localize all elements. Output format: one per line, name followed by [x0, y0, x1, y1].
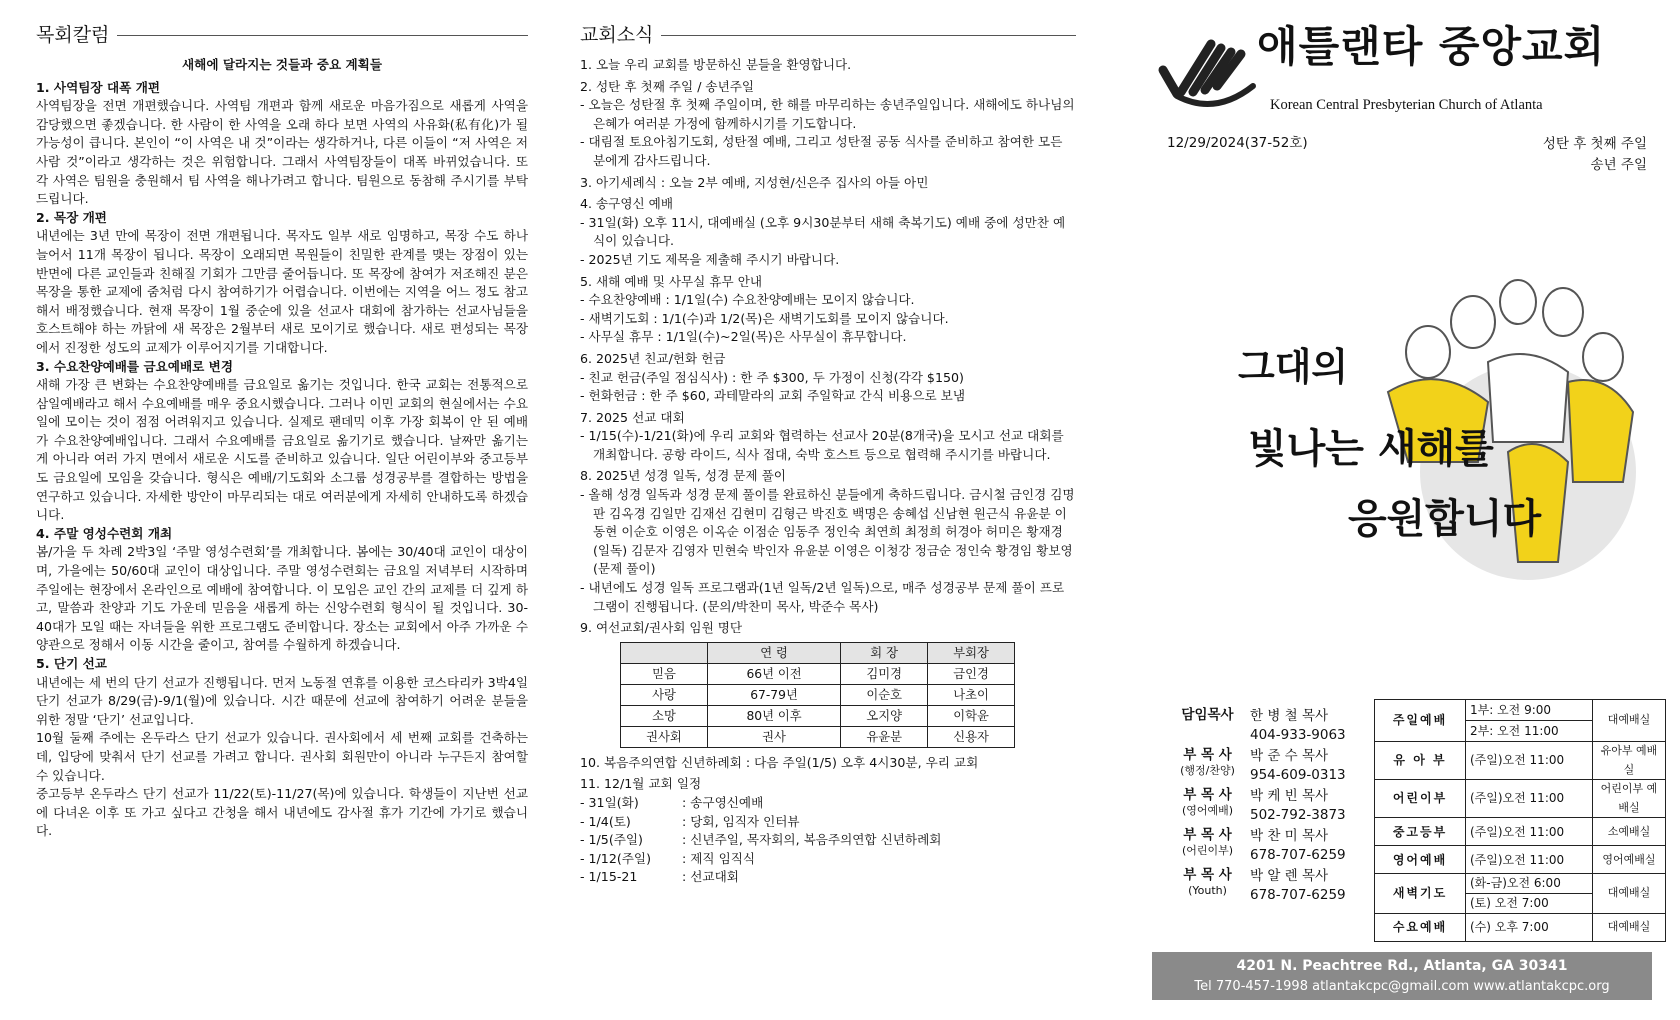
section-heading: 4. 주말 영성수련회 개최 — [36, 525, 173, 541]
service-time: 1부: 오전 9:00 — [1466, 700, 1593, 721]
officers-cell: 권사 — [707, 726, 840, 747]
church-english-name: Korean Central Presbyterian Church of Atlanta — [1270, 97, 1543, 113]
service-row — [1375, 874, 1666, 894]
staff-phone: 678-707-6259 — [1250, 847, 1346, 863]
church-name: 애틀랜타 중앙교회 — [1257, 22, 1606, 71]
officers-cell: 80년 이후 — [707, 705, 840, 726]
staff-contact — [1250, 827, 1346, 865]
service-row — [1375, 742, 1666, 780]
church-address: 4201 N. Peachtree Rd., Atlanta, GA 30341 — [1236, 958, 1568, 974]
service-time: (주일)오전 11:00 — [1466, 846, 1593, 874]
staff-role-sub: (행정/찬양) — [1180, 764, 1235, 777]
service-row — [1375, 780, 1666, 818]
officers-row — [621, 726, 1015, 747]
staff-role-label: 부 목 사 — [1183, 747, 1232, 763]
staff-phone: 404-933-9063 — [1250, 727, 1346, 743]
staff-row — [1165, 707, 1370, 745]
column-section — [36, 209, 528, 358]
service-time: (화-금)오전 6:00 — [1466, 874, 1593, 894]
officers-row — [621, 663, 1015, 684]
schedule-event: : 신년주일, 목자회의, 복음주의연합 신년하례회 — [682, 832, 942, 848]
notice-line: - 헌화헌금 : 한 주 $60, 과테말라의 교회 주일학교 간식 비용으로 보냄 — [580, 388, 966, 404]
officers-cell: 사랑 — [621, 684, 708, 705]
service-times-table — [1374, 699, 1666, 942]
service-row — [1375, 818, 1666, 846]
art-text-line: 응원합니다 — [1348, 495, 1542, 542]
officers-cell: 권사회 — [621, 726, 708, 747]
service-name: 새벽기도 — [1375, 874, 1466, 913]
service-room: 대예배실 — [1593, 874, 1666, 913]
notice-item — [580, 174, 1076, 193]
staff-role-sub: (영어예배) — [1181, 804, 1234, 817]
officers-cell: 오지양 — [841, 705, 928, 726]
officers-cell: 유윤분 — [841, 726, 928, 747]
staff-role — [1165, 787, 1250, 825]
officers-cell: 김미경 — [841, 663, 928, 684]
officers-cell: 이학윤 — [928, 705, 1015, 726]
staff-role-sub: (어린이부) — [1181, 844, 1234, 857]
notice-line: - 사무실 휴무 : 1/1일(수)~2일(목)은 사무실이 휴무합니다. — [580, 329, 907, 345]
schedule-row — [580, 813, 1076, 832]
officers-header-cell: 부회장 — [928, 642, 1015, 663]
officers-cell: 신용자 — [928, 726, 1015, 747]
notice-heading: 5. 새해 예배 및 사무실 휴무 안내 — [580, 273, 763, 289]
staff-list — [1165, 707, 1370, 907]
pastor-column-title: 목회칼럼 — [36, 23, 110, 46]
officers-cell: 나초이 — [928, 684, 1015, 705]
section-heading: 1. 사역팀장 대폭 개편 — [36, 79, 161, 95]
service-time: (주일)오전 11:00 — [1466, 818, 1593, 846]
staff-contact — [1250, 707, 1346, 745]
news-list — [580, 56, 1076, 638]
section-heading: 5. 단기 선교 — [36, 656, 107, 671]
service-room: 대예배실 — [1593, 700, 1666, 742]
schedule-section — [580, 775, 1076, 887]
service-time: (수) 오후 7:00 — [1466, 913, 1593, 941]
art-text-line: 빛나는 새해를 — [1248, 425, 1494, 472]
staff-name: 박 케 빈 목사 — [1250, 788, 1329, 804]
service-name: 영어예배 — [1375, 846, 1466, 874]
service-time: (주일)오전 11:00 — [1466, 780, 1593, 818]
notice-line: - 새벽기도회 : 1/1(수)과 1/2(목)은 새벽기도회를 모이지 않습니다. — [580, 310, 949, 326]
notice-line: - 친교 헌금(주일 점심식사) : 한 주 $300, 두 가정이 신청(각각 $150) — [580, 369, 964, 385]
officers-header-row — [621, 642, 1015, 663]
notice-item — [580, 56, 1076, 75]
staff-role — [1165, 867, 1250, 905]
section-heading: 3. 수요찬양예배를 금요예배로 변경 — [36, 358, 234, 374]
notice-heading: 4. 송구영신 예배 — [580, 196, 674, 212]
person-body — [1488, 354, 1568, 442]
notice-line: - 내년에도 성경 일독 프로그램과(1년 일독/2년 일독)으로, 매주 성경공부 문제 풀이 프로그램이 진행됩니다. (문의/박찬미 목사, 박준수 목사) — [580, 580, 1065, 614]
service-name: 주일예배 — [1375, 700, 1466, 742]
notice-heading: 2. 성탄 후 첫째 주일 / 송년주일 — [580, 78, 755, 94]
column-article-title: 새해에 달라지는 것들과 중요 계획들 — [181, 57, 383, 72]
staff-name: 박 찬 미 목사 — [1250, 828, 1329, 844]
staff-row — [1165, 747, 1370, 785]
staff-role-label: 부 목 사 — [1183, 787, 1232, 803]
notice-item — [580, 78, 1076, 171]
schedule-date: - 1/5(주일) — [580, 832, 643, 848]
service-room: 어린이부 예배실 — [1593, 780, 1666, 818]
staff-role-label: 담임목사 — [1181, 707, 1234, 723]
notice-item — [580, 350, 1076, 406]
staff-row — [1165, 827, 1370, 865]
column-section — [36, 358, 528, 525]
person-head — [1500, 280, 1536, 324]
schedule-date: - 1/4(토) — [580, 813, 631, 829]
officers-header-cell: 회 장 — [841, 642, 928, 663]
notice-heading: 9. 여선교회/권사회 임원 명단 — [580, 620, 743, 636]
staff-role — [1165, 827, 1250, 865]
schedule-row — [580, 794, 1076, 813]
pastor-column — [36, 0, 528, 841]
bulletin-date: 12/29/2024(37-52호) — [1167, 135, 1308, 151]
person-head — [1406, 326, 1450, 378]
header-rule — [117, 35, 528, 36]
notice-item — [580, 195, 1076, 269]
schedule-row — [580, 850, 1076, 869]
section-body: 내년에는 세 번의 단기 선교가 진행됩니다. 먼저 노동절 연휴를 이용한 코스타리카 3박4일 단기 선교가 8/29(금)-9/1(월)에 있습니다. 시간 때문에 선교에 참여하기 어려운 분들을 위한 정말 ‘단기’ 선교입니다. — [36, 674, 528, 727]
service-time: (주일)오전 11:00 — [1466, 742, 1593, 780]
staff-name: 박 알 렌 목사 — [1250, 868, 1329, 884]
officers-cell: 이순호 — [841, 684, 928, 705]
section-body: 사역팀장을 전면 개편했습니다. 사역팀 개편과 함께 새로운 마음가짐으로 새롭게 사역을 감당했으면 좋겠습니다. 한 사람이 한 사역을 오래 하다 보면 사역의 사유화(私有化)가 될 가능성이 큽니다. 본인이 “이 사역은 내 것”이라는 생각하거나, 다른 이들이 “저 사역은 저 사람 것”이라고 생각하는 것은 위험합니다. 그래서 사역팀장들이 대폭 바뀌었습니다. 또 각 사역은 팀원을 충원해서 팀 사역을 해나가려고 합니다. 팀원으로 동참해 주시기를 부탁드립니다. — [36, 98, 528, 207]
art-text-line: 그대의 — [1238, 344, 1349, 389]
notice-heading: 11. 12/1월 교회 일정 — [580, 776, 702, 792]
schedule-event: : 제직 임직식 — [682, 850, 756, 866]
service-room: 대예배실 — [1593, 913, 1666, 941]
service-room: 영어예배실 — [1593, 846, 1666, 874]
officers-cell: 67-79년 — [707, 684, 840, 705]
notice-line: - 수요찬양예배 : 1/1일(수) 수요찬양예배는 모이지 않습니다. — [580, 292, 915, 308]
notice-line: - 31일(화) 오후 11시, 대예배실 (오후 9시30분부터 새해 축복기도) 예배 중에 성만찬 예식이 있습니다. — [580, 214, 1066, 249]
service-time: 2부: 오전 11:00 — [1466, 721, 1593, 742]
service-time: (토) 오전 7:00 — [1466, 893, 1593, 913]
service-room: 유아부 예배실 — [1593, 742, 1666, 780]
section-body: 10월 둘째 주에는 온두라스 단기 선교가 있습니다. 권사회에서 세 번째 교회를 건축하는데, 입당에 맞춰서 단기 선교를 가려고 합니다. 권사회 회원만이 아니라 누구든지 참여할 수 있습니다. — [36, 730, 528, 783]
notice-line: - 올해 성경 일독과 성경 문제 풀이를 완료하신 분들에게 축하드립니다. 금시철 금인경 김명판 김옥경 김일만 김재선 김현미 김형근 박진호 백명은 송혜섭 신남현 원근식 유윤분 이동현 이순호 이영은 이옥순 이점순 임동주 정인숙 최연희 최정희 허경아 허미은 황재경 (일독) 김문자 김영자 민현숙 박인자 유윤분 이영은 이청강 정금순 정인숙 황경임 황보영 (문제 풀이) — [580, 487, 1075, 577]
staff-phone: 678-707-6259 — [1250, 887, 1346, 903]
sunday-title: 송년 주일 — [1590, 157, 1647, 173]
notice-item — [580, 619, 1076, 638]
notice-line: - 오늘은 성탄절 후 첫째 주일이며, 한 해를 마무리하는 송년주일입니다. 새해에도 하나님의 은혜가 여러분 가정에 함께하시기를 기도합니다. — [580, 97, 1075, 131]
section-body: 봄/가을 두 차례 2박3일 ‘주말 영성수련회’를 개최합니다. 봄에는 30/40대 교인이 대상이며, 가을에는 50/60대 교인이 대상입니다. 주말 영성수련회는 금요일 저녁부터 시작하며 주일에는 현장에서 온라인으로 예배에 참여합니다. 이 모임은 교인 간의 교제를 더 깊게 하고, 말씀과 찬양과 기도 가운데 믿음을 새롭게 하는 신앙수련회 형식이 될 것입니다. 30-40대가 모일 때는 자녀들을 위한 프로그램도 준비합니다. 장소는 교회에서 아주 가까운 수양관으로 정해서 이동 시간을 줄이고, 참여를 수월하게 하겠습니다. — [36, 544, 528, 653]
pastor-column-header — [36, 22, 528, 48]
staff-row — [1165, 867, 1370, 905]
staff-role-label: 부 목 사 — [1183, 827, 1232, 843]
officers-cell: 소망 — [621, 705, 708, 726]
staff-contact — [1250, 787, 1346, 825]
officers-row — [621, 705, 1015, 726]
service-row — [1375, 700, 1666, 721]
staff-name: 한 병 철 목사 — [1250, 708, 1329, 724]
schedule-row — [580, 868, 1076, 887]
officers-row — [621, 684, 1015, 705]
staff-contact — [1250, 747, 1346, 785]
notice-line: - 1/15(수)-1/21(화)에 우리 교회와 협력하는 선교사 20분(8개국)을 모시고 선교 대회를 개최합니다. 공항 라이드, 식사 접대, 숙박 호스트 등으로 협력해 주시기를 바랍니다. — [580, 428, 1064, 462]
person-head — [1543, 288, 1583, 336]
column-section — [36, 525, 528, 655]
person-head — [1451, 296, 1495, 348]
staff-row — [1165, 787, 1370, 825]
service-row — [1375, 913, 1666, 941]
staff-role-sub: (Youth) — [1188, 884, 1227, 897]
officers-cell: 금인경 — [928, 663, 1015, 684]
schedule-date: - 1/12(주일) — [580, 850, 651, 866]
schedule-row — [580, 831, 1076, 850]
schedule-event: : 당회, 임직자 인터뷰 — [682, 813, 800, 829]
church-news-title: 교회소식 — [580, 23, 654, 46]
sunday-title: 성탄 후 첫째 주일 — [1542, 136, 1647, 152]
staff-role — [1165, 707, 1250, 745]
section-body: 중고등부 온두라스 단기 선교가 11/22(토)-11/27(목)에 있습니다. 학생들이 지난번 선교에 다녀온 이후 또 가고 싶다고 간청을 해서 내년에도 감사절 휴가 기간에 가기로 했습니다. — [36, 786, 528, 839]
service-name: 수요예배 — [1375, 913, 1466, 941]
column-section — [36, 655, 528, 841]
notice-item — [580, 754, 1076, 773]
footer-bar — [1152, 952, 1652, 1000]
schedule-date: - 1/15-21 — [580, 869, 638, 885]
service-name: 유 아 부 — [1375, 742, 1466, 780]
notice-heading: 7. 2025 선교 대회 — [580, 409, 685, 425]
church-contact: Tel 770-457-1998 atlantakcpc@gmail.com www.atlantakcpc.org — [1194, 978, 1610, 994]
section-body: 새해 가장 큰 변화는 수요찬양예배를 금요일로 옮기는 것입니다. 한국 교회는 전통적으로 삼일예배라고 해서 수요예배를 매우 중요시했습니다. 그러나 이민 교회의 현실에서는 수요일에 모이는 것이 점점 어려워지고 있습니다. 실제로 팬데믹 이후 가장 회복이 안 된 예배가 수요찬양예배입니다. 그래서 수요예배를 금요일로 옮기기로 했습니다. 날짜만 옮기는 게 아니라 여러 가지 면에서 새로운 시도를 준비하고 있습니다. 일단 어린이부와 중고등부도 금요일에 모임을 갖습니다. 형식은 예배/기도회와 소그룹 성경공부를 결합하는 방법을 연구하고 있습니다. 자세한 방안이 마무리되는 대로 여러분에게 자세히 안내하도록 하겠습니다. — [36, 377, 528, 523]
officers-header-cell — [621, 642, 708, 663]
column-section — [36, 79, 528, 209]
new-year-artwork — [1238, 262, 1638, 622]
schedule-event: : 송구영신예배 — [682, 795, 764, 810]
staff-role-label: 부 목 사 — [1183, 867, 1232, 883]
logo-stroke — [1163, 70, 1177, 94]
officers-table — [620, 642, 1015, 748]
notice-item — [580, 273, 1076, 347]
staff-phone: 502-792-3873 — [1250, 807, 1346, 823]
staff-name: 박 준 수 목사 — [1250, 748, 1329, 764]
person-head — [1583, 333, 1623, 381]
notice-line: - 2025년 기도 제목을 제출해 주시기 바랍니다. — [580, 251, 840, 267]
sunday-titles — [1543, 134, 1647, 176]
officers-cell: 믿음 — [621, 663, 708, 684]
header-rule — [661, 35, 1076, 36]
notice-heading: 6. 2025년 친교/헌화 헌금 — [580, 350, 726, 366]
section-body: 내년에는 3년 만에 목장이 전면 개편됩니다. 목자도 일부 새로 임명하고, 목장 수도 하나 늘어서 11개 목장이 됩니다. 목장이 오래되면 목원들이 친밀한 관계를 맺는 장점이 있는 반면에 다른 교인들과 친해질 기회가 그만큼 줄어듭니다. 또 목장에 참여가 저조해진 분은 목장을 통한 교제에 줌처럼 다시 참여하기가 어렵습니다. 이번에는 지역을 어느 정도 참고해서 배정했습니다. 현재 목장이 1월 중순에 있을 선교사 대회에 참가하는 선교사님들을 호스트해야 하는 까닭에 새 목장은 2월부터 새로 모이기로 했습니다. 새로 편성되는 목장에서 진정한 성도의 교제가 이루어지기를 기대합니다. — [36, 228, 528, 355]
notice-heading: 10. 복음주의연합 신년하례회 : 다음 주일(1/5) 오후 4시30분, 우리 교회 — [580, 754, 979, 770]
notice-line: - 대림절 토요아침기도회, 성탄절 예배, 그리고 성탄절 공동 식사를 준비하고 참여한 모든 분에게 감사드립니다. — [580, 134, 1063, 168]
church-news — [580, 0, 1076, 890]
schedule-event: : 선교대회 — [682, 869, 739, 885]
section-heading: 2. 목장 개편 — [36, 209, 107, 225]
notice-item — [580, 467, 1076, 616]
notice-heading: 8. 2025년 성경 일독, 성경 문제 풀이 — [580, 468, 786, 484]
schedule-date: - 31일(화) — [580, 795, 639, 810]
person-body — [1568, 380, 1633, 482]
staff-role — [1165, 747, 1250, 785]
church-news-header — [580, 22, 1076, 48]
notice-heading: 3. 아기세례식 : 오늘 2부 예배, 지성현/신은주 집사의 아들 아민 — [580, 174, 929, 190]
officers-cell: 66년 이전 — [707, 663, 840, 684]
service-name: 어린이부 — [1375, 780, 1466, 818]
service-row — [1375, 846, 1666, 874]
notice-item — [580, 409, 1076, 465]
notice-heading: 1. 오늘 우리 교회를 방문하신 분들을 환영합니다. — [580, 57, 852, 72]
staff-phone: 954-609-0313 — [1250, 767, 1346, 783]
service-name: 중고등부 — [1375, 818, 1466, 846]
officers-header-cell: 연 령 — [707, 642, 840, 663]
staff-contact — [1250, 867, 1346, 905]
service-room: 소예배실 — [1593, 818, 1666, 846]
